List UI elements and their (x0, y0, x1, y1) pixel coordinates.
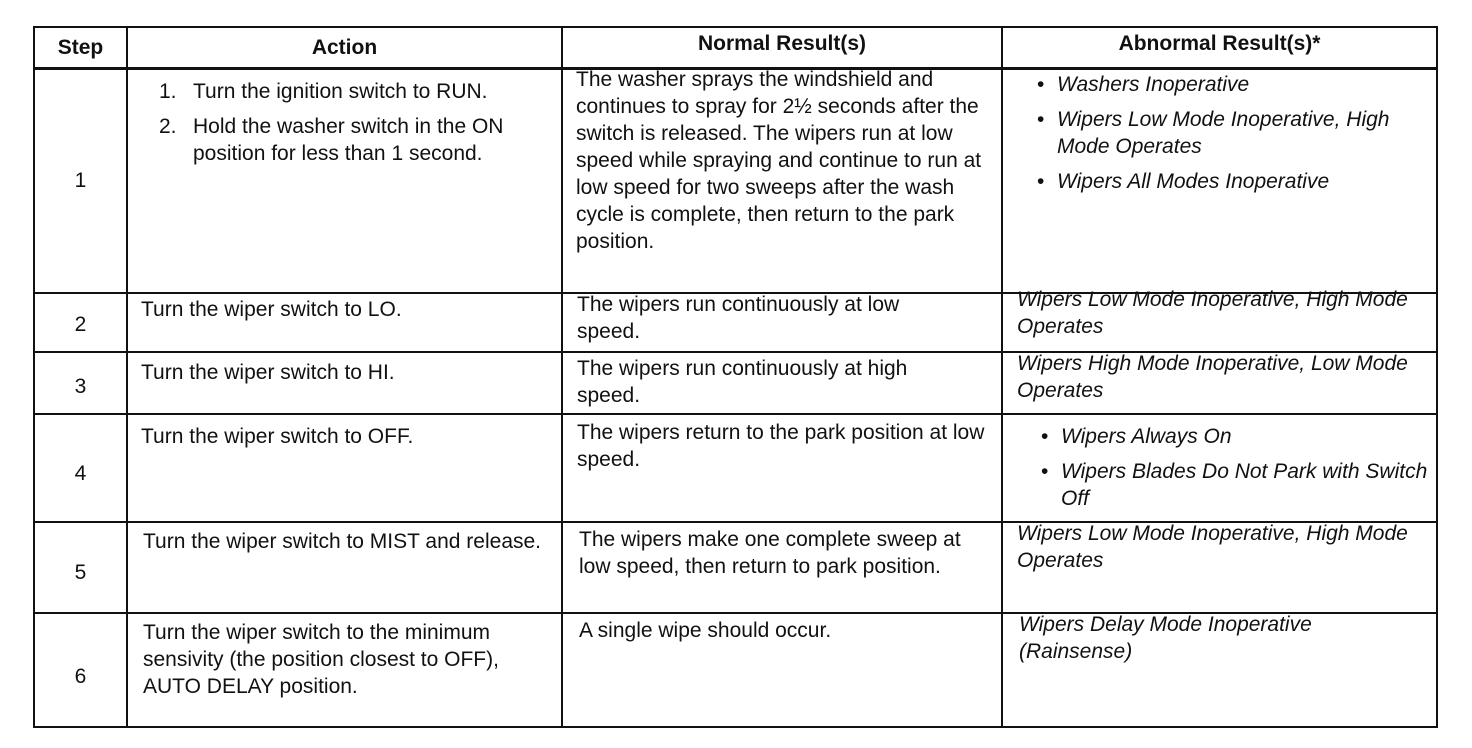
step-number: 2 (74, 313, 87, 336)
step-number: 1 (74, 169, 87, 192)
bullet-icon: • (1037, 73, 1045, 96)
normal-result-cell: The wipers make one complete sweep at low speed, then return to park position. (579, 528, 961, 578)
action-cell: Turn the wiper switch to HI. (141, 361, 395, 384)
diagnostic-table (33, 26, 1438, 728)
action-cell: Turn the wiper switch to LO. (141, 298, 402, 321)
list-item: 2. Hold the washer switch in the ON position for less than 1 second. (159, 115, 504, 165)
step-number: 3 (74, 375, 87, 398)
action-cell: Turn the wiper switch to the minimum sensivity (the position closest to OFF), AUTO DELAY position. (143, 621, 499, 698)
bullet-icon: • (1037, 170, 1045, 193)
action-cell: Turn the wiper switch to MIST and release. (143, 530, 542, 553)
table-border-bottom (33, 726, 1438, 728)
column-divider (561, 26, 563, 728)
header-step: Step (57, 36, 104, 59)
step-number: 5 (74, 561, 87, 584)
header-abnormal-results: Abnormal Result(s)* (1118, 32, 1321, 55)
action-steps-list (159, 78, 539, 167)
table-border-top (33, 26, 1438, 28)
list-item: 1. Turn the ignition switch to RUN. (159, 80, 488, 103)
row-divider (33, 413, 1438, 415)
step-number: 6 (74, 665, 87, 688)
column-divider (1001, 26, 1003, 728)
action-cell: Turn the wiper switch to OFF. (141, 425, 414, 448)
list-item: • Wipers Blades Do Not Park with Switch Off (1041, 460, 1428, 510)
bullet-icon: • (1041, 460, 1049, 483)
bullet-icon: • (1041, 425, 1049, 448)
abnormal-result-cell (1031, 71, 1426, 203)
abnormal-result-cell: Wipers High Mode Inoperative, Low Mode Operates (1017, 352, 1408, 402)
list-item: • Wipers All Modes Inoperative (1037, 170, 1330, 193)
abnormal-results-list (1031, 71, 1426, 195)
header-normal-results: Normal Result(s) (697, 32, 867, 55)
bullet-icon: • (1037, 108, 1045, 131)
abnormal-results-list (1035, 423, 1430, 512)
normal-result-cell: The washer sprays the windshield and continues to spray for 2½ seconds after the switch is released. The wipers run at low speed while spraying and continue to run at low speed for two sweeps after the wash cycle is complete, then return to the park position. (576, 68, 982, 253)
column-divider (126, 26, 128, 728)
list-item: • Washers Inoperative (1037, 73, 1250, 96)
table-border-right (1436, 26, 1438, 728)
step-number: 4 (74, 462, 87, 485)
normal-result-cell: The wipers run continuously at high speed. (577, 357, 908, 407)
abnormal-result-cell: Wipers Low Mode Inoperative, High Mode Operates (1017, 288, 1408, 338)
abnormal-result-cell (1035, 423, 1430, 520)
action-cell (159, 78, 539, 175)
abnormal-result-cell: Wipers Delay Mode Inoperative (Rainsense) (1019, 613, 1312, 663)
abnormal-result-cell: Wipers Low Mode Inoperative, High Mode Operates (1017, 522, 1408, 572)
list-item: • Wipers Low Mode Inoperative, High Mode Operates (1037, 108, 1390, 158)
list-item: • Wipers Always On (1041, 425, 1232, 448)
normal-result-cell: A single wipe should occur. (579, 619, 832, 642)
normal-result-cell: The wipers return to the park position at low speed. (577, 421, 985, 471)
normal-result-cell: The wipers run continuously at low speed. (577, 293, 900, 343)
header-action: Action (311, 36, 378, 59)
